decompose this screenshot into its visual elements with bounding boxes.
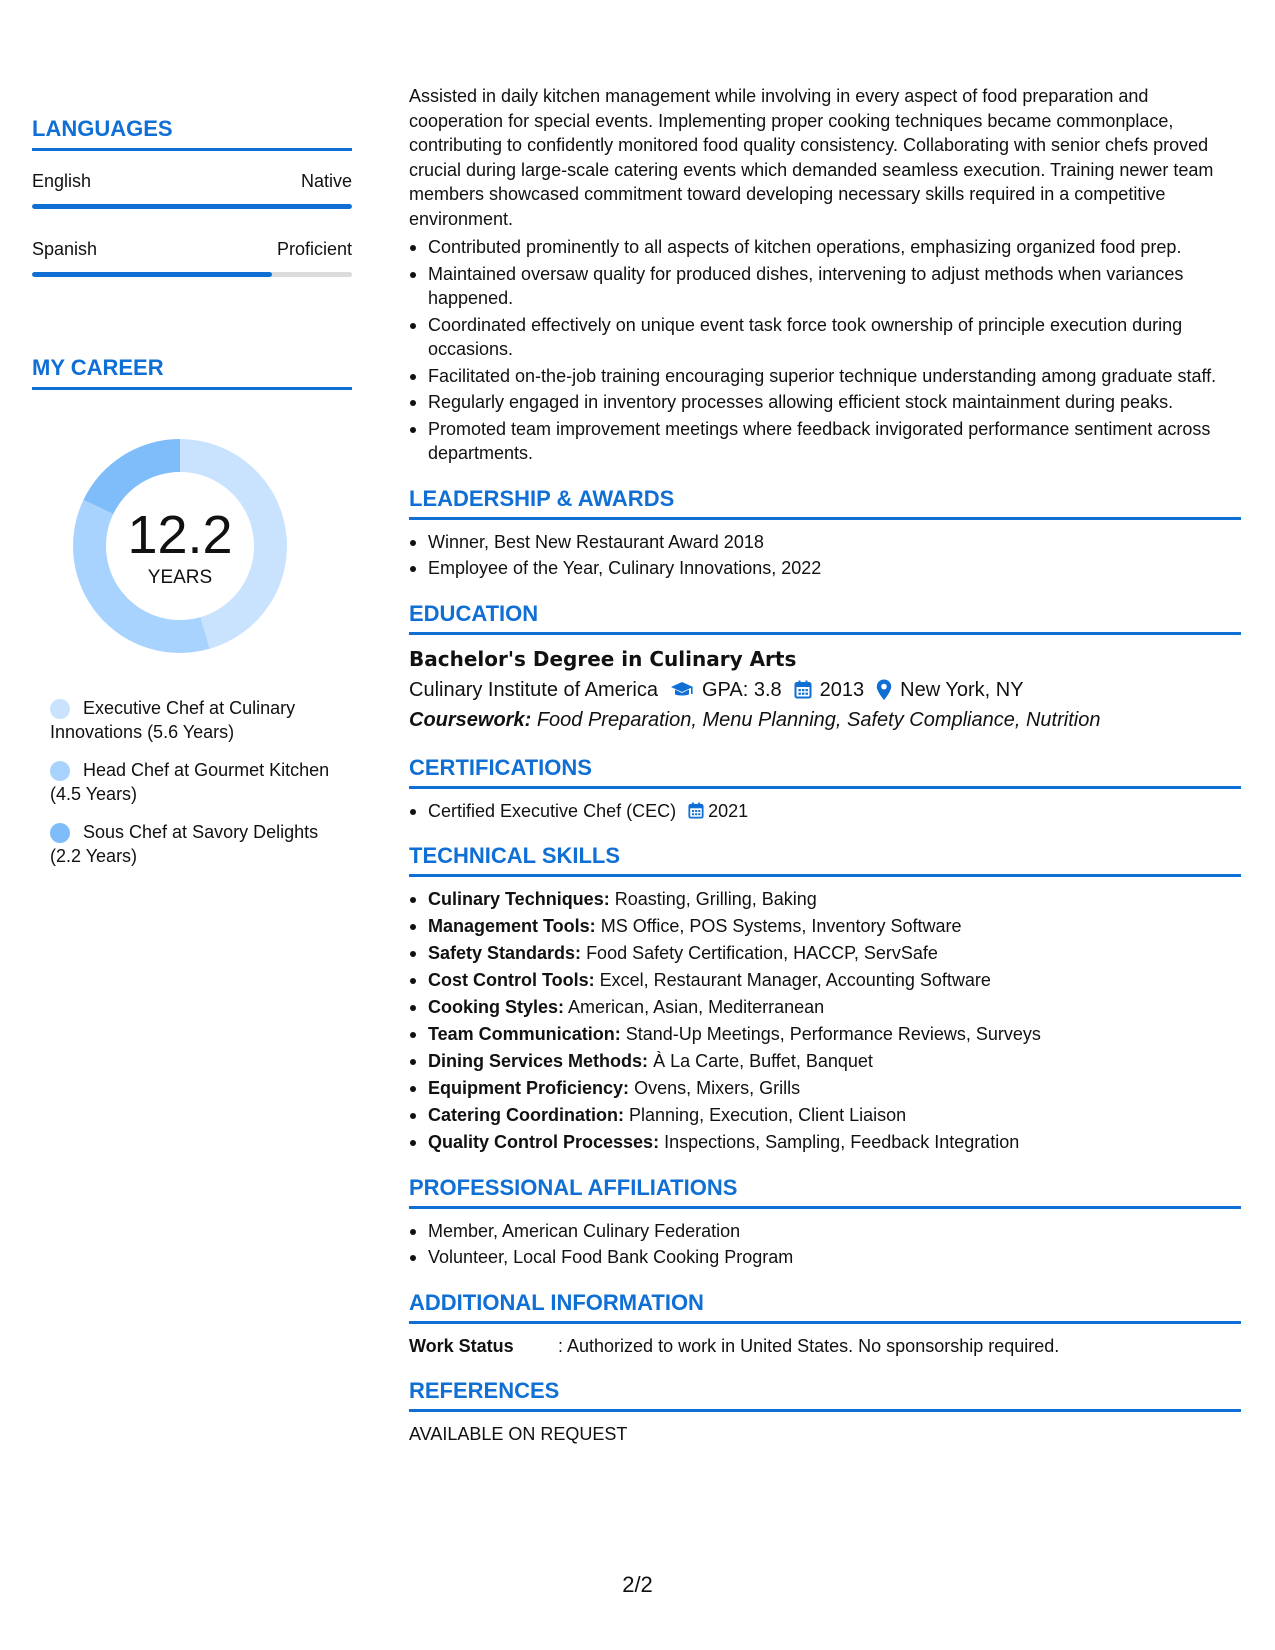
skill-label: Culinary Techniques: <box>428 889 610 909</box>
language-proficiency-bar <box>32 204 352 209</box>
career-legend-label: Head Chef at Gourmet Kitchen (4.5 Years) <box>50 760 330 804</box>
skill-value: Excel, Restaurant Manager, Accounting Software <box>599 970 991 990</box>
skill-label: Quality Control Processes: <box>428 1132 660 1152</box>
calendar-icon <box>688 802 704 819</box>
affiliation-item: Volunteer, Local Food Bank Cooking Program <box>409 1245 1241 1270</box>
skill-item <box>409 1076 1241 1101</box>
career-donut-center <box>66 432 294 660</box>
language-proficiency-bar <box>32 272 352 277</box>
skill-value: Roasting, Grilling, Baking <box>614 889 817 909</box>
skill-value: MS Office, POS Systems, Inventory Software <box>600 916 962 936</box>
experience-summary: Assisted in daily kitchen management while involving in every aspect of food preparation and cooperation for special events. Implementing proper cooking techniques became commonplace, contributing to confidently monitored food quality consistency. Collaborating with senior chefs proved crucial during large-scale catering events which demanded seamless execution. Training newer team members showcased commitment toward developing necessary skills required in a competitive environment. <box>409 86 1214 229</box>
education-coursework-label: Coursework: <box>409 708 532 731</box>
map-pin-icon <box>876 679 892 701</box>
affiliation-item: Member, American Culinary Federation <box>409 1219 1241 1244</box>
education-school: Culinary Institute of America <box>409 678 658 701</box>
skill-label: Catering Coordination: <box>428 1105 624 1125</box>
skill-value: American, Asian, Mediterranean <box>568 997 825 1017</box>
language-name: English <box>32 171 92 191</box>
skill-item <box>409 1130 1241 1155</box>
skill-item <box>409 914 1241 939</box>
career-donut-chart <box>66 432 294 660</box>
skill-item <box>409 968 1241 993</box>
language-item <box>32 171 352 209</box>
skill-label: Safety Standards: <box>428 943 582 963</box>
career-total-unit: YEARS <box>147 567 213 588</box>
language-proficiency-fill <box>32 272 272 277</box>
languages-heading: LANGUAGES <box>32 116 352 151</box>
award-item: Employee of the Year, Culinary Innovations, 2022 <box>409 556 1241 581</box>
career-legend-item <box>50 758 352 806</box>
certification-name: Certified Executive Chef (CEC) <box>428 800 677 821</box>
calendar-icon <box>794 680 812 699</box>
education-gpa: GPA: 3.8 <box>702 678 782 701</box>
experience-bullet: Promoted team improvement meetings where feedback invigorated performance sentiment across departments. <box>409 417 1241 466</box>
language-proficiency-fill <box>32 204 352 209</box>
skill-value: Ovens, Mixers, Grills <box>634 1078 801 1098</box>
career-legend-label: Sous Chef at Savory Delights (2.2 Years) <box>50 822 319 866</box>
experience-bullet: Coordinated effectively on unique event task force took ownership of principle execution during occasions. <box>409 313 1241 362</box>
career-total-years: 12.2 <box>127 505 233 565</box>
education-year: 2013 <box>819 678 865 701</box>
skill-value: À La Carte, Buffet, Banquet <box>653 1051 873 1071</box>
award-item: Winner, Best New Restaurant Award 2018 <box>409 530 1241 555</box>
certifications-heading: CERTIFICATIONS <box>409 755 1241 789</box>
skill-item <box>409 941 1241 966</box>
skills-list <box>409 887 1241 1155</box>
career-legend-item <box>50 820 352 868</box>
experience-bullet: Regularly engaged in inventory processes allowing efficient stock maintainment during peaks. <box>409 390 1241 415</box>
skill-label: Management Tools: <box>428 916 596 936</box>
work-status-row <box>409 1334 1241 1358</box>
career-legend-label: Executive Chef at Culinary Innovations (5.6 Years) <box>50 698 296 742</box>
skills-heading: TECHNICAL SKILLS <box>409 843 1241 877</box>
references-text: AVAILABLE ON REQUEST <box>409 1423 628 1444</box>
skill-value: Planning, Execution, Client Liaison <box>629 1105 907 1125</box>
certifications-list <box>409 799 1241 824</box>
affiliations-heading: PROFESSIONAL AFFILIATIONS <box>409 1175 1241 1209</box>
career-legend-dot <box>50 699 70 719</box>
career-legend-dot <box>50 823 70 843</box>
skill-item <box>409 1022 1241 1047</box>
language-item <box>32 239 352 277</box>
career-legend-dot <box>50 761 70 781</box>
education-coursework-value: Food Preparation, Menu Planning, Safety Compliance, Nutrition <box>536 708 1101 731</box>
experience-bullet: Maintained oversaw quality for produced dishes, intervening to adjust methods when variances happened. <box>409 262 1241 311</box>
experience-bullet: Contributed prominently to all aspects of kitchen operations, emphasizing organized food prep. <box>409 235 1241 260</box>
skill-value: Inspections, Sampling, Feedback Integration <box>664 1132 1020 1152</box>
awards-heading: LEADERSHIP & AWARDS <box>409 486 1241 520</box>
sidebar <box>32 116 352 882</box>
certification-year: 2021 <box>708 800 749 821</box>
skill-label: Dining Services Methods: <box>428 1051 649 1071</box>
career-heading: MY CAREER <box>32 355 352 390</box>
page-number: 2/2 <box>622 1572 653 1597</box>
experience-bullet: Facilitated on-the-job training encouraging superior technique understanding among graduate staff. <box>409 364 1241 389</box>
skill-value: Food Safety Certification, HACCP, ServSafe <box>586 943 938 963</box>
certification-item <box>409 799 1241 824</box>
education-heading: EDUCATION <box>409 601 1241 635</box>
education-location: New York, NY <box>900 678 1024 701</box>
career-legend-item <box>50 696 352 744</box>
references-heading: REFERENCES <box>409 1378 1241 1412</box>
skill-item <box>409 1103 1241 1128</box>
language-level: Native <box>300 171 352 191</box>
skill-value: Stand-Up Meetings, Performance Reviews, Surveys <box>625 1024 1041 1044</box>
skill-label: Equipment Proficiency: <box>428 1078 630 1098</box>
career-legend <box>50 696 352 868</box>
skill-item <box>409 887 1241 912</box>
skill-label: Cooking Styles: <box>428 997 565 1017</box>
language-level: Proficient <box>276 239 352 259</box>
education-meta <box>409 675 1241 705</box>
skill-label: Team Communication: <box>428 1024 621 1044</box>
education-coursework <box>409 705 1241 735</box>
experience-bullets <box>409 235 1241 466</box>
work-status-label: Work Status <box>409 1335 514 1356</box>
additional-info-heading: ADDITIONAL INFORMATION <box>409 1290 1241 1324</box>
main-column <box>409 84 1241 1446</box>
graduation-cap-icon <box>670 681 694 699</box>
language-name: Spanish <box>32 239 98 259</box>
education-degree: Bachelor's Degree in Culinary Arts <box>409 646 797 671</box>
work-status-value: : Authorized to work in United States. No sponsorship required. <box>558 1335 1060 1356</box>
skill-item <box>409 995 1241 1020</box>
awards-list <box>409 530 1241 581</box>
skill-label: Cost Control Tools: <box>428 970 595 990</box>
skill-item <box>409 1049 1241 1074</box>
affiliations-list <box>409 1219 1241 1270</box>
